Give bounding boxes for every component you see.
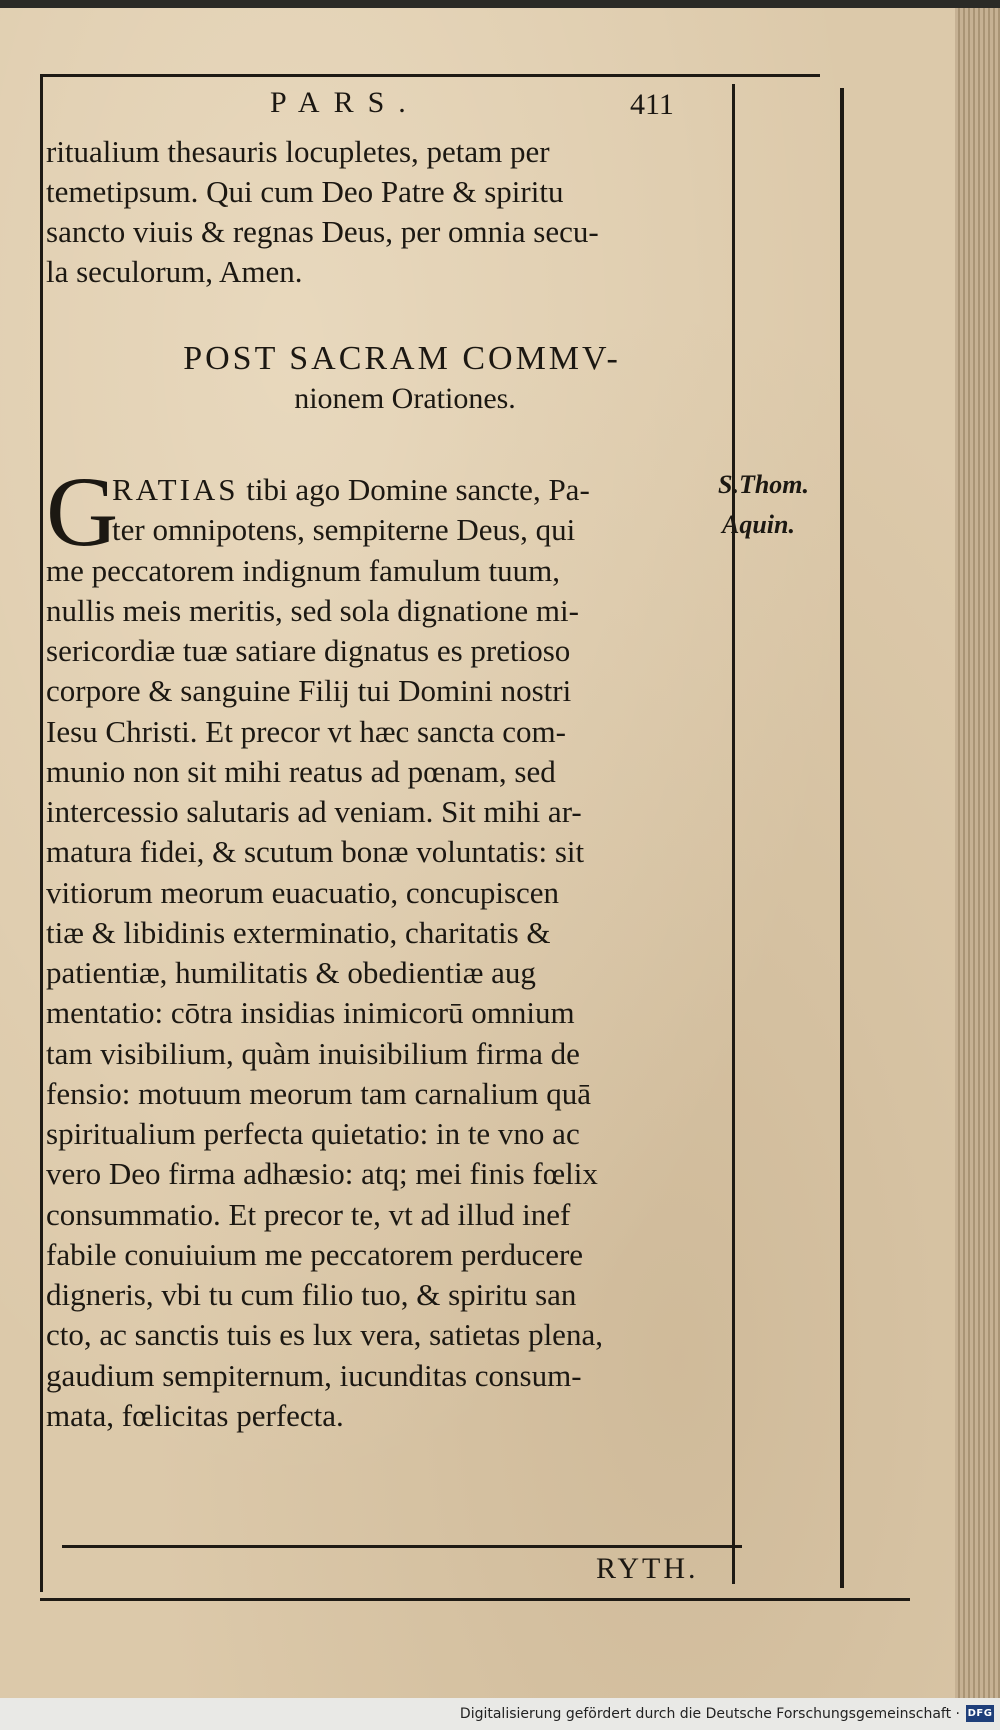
frame-rule-top: [40, 74, 820, 77]
frame-rule-margin-right: [840, 88, 844, 1588]
text-line: tam visibilium, quàm inuisibilium firma de: [46, 1035, 580, 1071]
text-line: vero Deo firma adhæsio: atq; mei finis fœlix: [46, 1156, 598, 1192]
text-line: temetipsum. Qui cum Deo Patre & spiritu: [46, 174, 564, 209]
frame-rule-foot: [62, 1545, 742, 1548]
text-line: sericordiæ tuæ satiare dignatus es pretioso: [46, 633, 571, 668]
catchword: RYTH.: [596, 1552, 699, 1585]
frame-rule-bottom: [40, 1598, 910, 1601]
text-line: la seculorum, Amen.: [46, 254, 303, 289]
margin-note: Aquin.: [722, 510, 795, 539]
margin-note: S.Thom.: [718, 470, 810, 499]
text-line: nullis meis meritis, sed sola dignatione mi-: [46, 592, 579, 628]
dfg-logo-icon: DFG: [966, 1705, 994, 1722]
page-number: 411: [630, 88, 674, 121]
text-line: patientiæ, humilitatis & obedientiæ aug: [46, 955, 536, 990]
text-line: mata, fœlicitas perfecta.: [46, 1397, 344, 1433]
text-line: me peccatorem indignum famulum tuum,: [46, 552, 560, 588]
text-line: munio non sit mihi reatus ad pœnam, sed: [46, 753, 556, 789]
section-heading-line-2: nionem Orationes.: [294, 382, 516, 415]
text-line: sancto viuis & regnas Deus, per omnia secu-: [46, 214, 599, 249]
section-heading-line-1: POST SACRAM COMMV-: [183, 340, 621, 377]
text-line: digneris, vbi tu cum filio tuo, & spiritu san: [46, 1277, 577, 1312]
text-line: fensio: motuum meorum tam carnalium quā: [46, 1075, 591, 1111]
text-line: Iesu Christi. Et precor vt hæc sancta com-: [46, 713, 566, 749]
text-line: matura fidei, & scutum bonæ voluntatis: sit: [46, 834, 585, 870]
text-line: fabile conuiuium me peccatorem perducere: [46, 1236, 584, 1272]
prayer-line-2: ter omnipotens, sempiterne Deus, qui: [112, 512, 576, 548]
text-line: cto, ac sanctis tuis es lux vera, satietas plena,: [46, 1317, 603, 1353]
page-edge: [955, 8, 1000, 1698]
text-line: tiæ & libidinis exterminatio, charitatis &: [46, 914, 551, 950]
funding-credit: Digitalisierung gefördert durch die Deutsche Forschungsgemeinschaft ·: [459, 1706, 960, 1722]
text-line: gaudium sempiternum, iucunditas consum-: [46, 1357, 582, 1393]
text-line: spiritualium perfecta quietatio: in te vno ac: [46, 1116, 580, 1151]
text-line: ritualium thesauris locupletes, petam per: [46, 134, 550, 169]
drop-initial: G: [46, 456, 119, 567]
prayer-text: [46, 470, 728, 1436]
prayer-line-1: [46, 470, 728, 510]
frame-rule-left: [40, 74, 43, 1592]
text-line: consummatio. Et precor te, vt ad illud inef: [46, 1196, 571, 1232]
prayer-first-word: RATIAS: [112, 472, 239, 507]
frame-rule-text-right: [732, 84, 735, 1584]
opening-text: [46, 132, 728, 292]
prayer-line-1-rest: tibi ago Domine sancte, Pa-: [238, 472, 590, 507]
running-head: PARS.: [270, 86, 420, 119]
text-line: mentatio: cōtra insidias inimicorū omnium: [46, 995, 575, 1031]
text-line: vitiorum meorum euacuatio, concupiscen: [46, 874, 560, 910]
text-line: intercessio salutaris ad veniam. Sit mihi ar-: [46, 794, 582, 829]
text-line: corpore & sanguine Filij tui Domini nostri: [46, 673, 572, 709]
